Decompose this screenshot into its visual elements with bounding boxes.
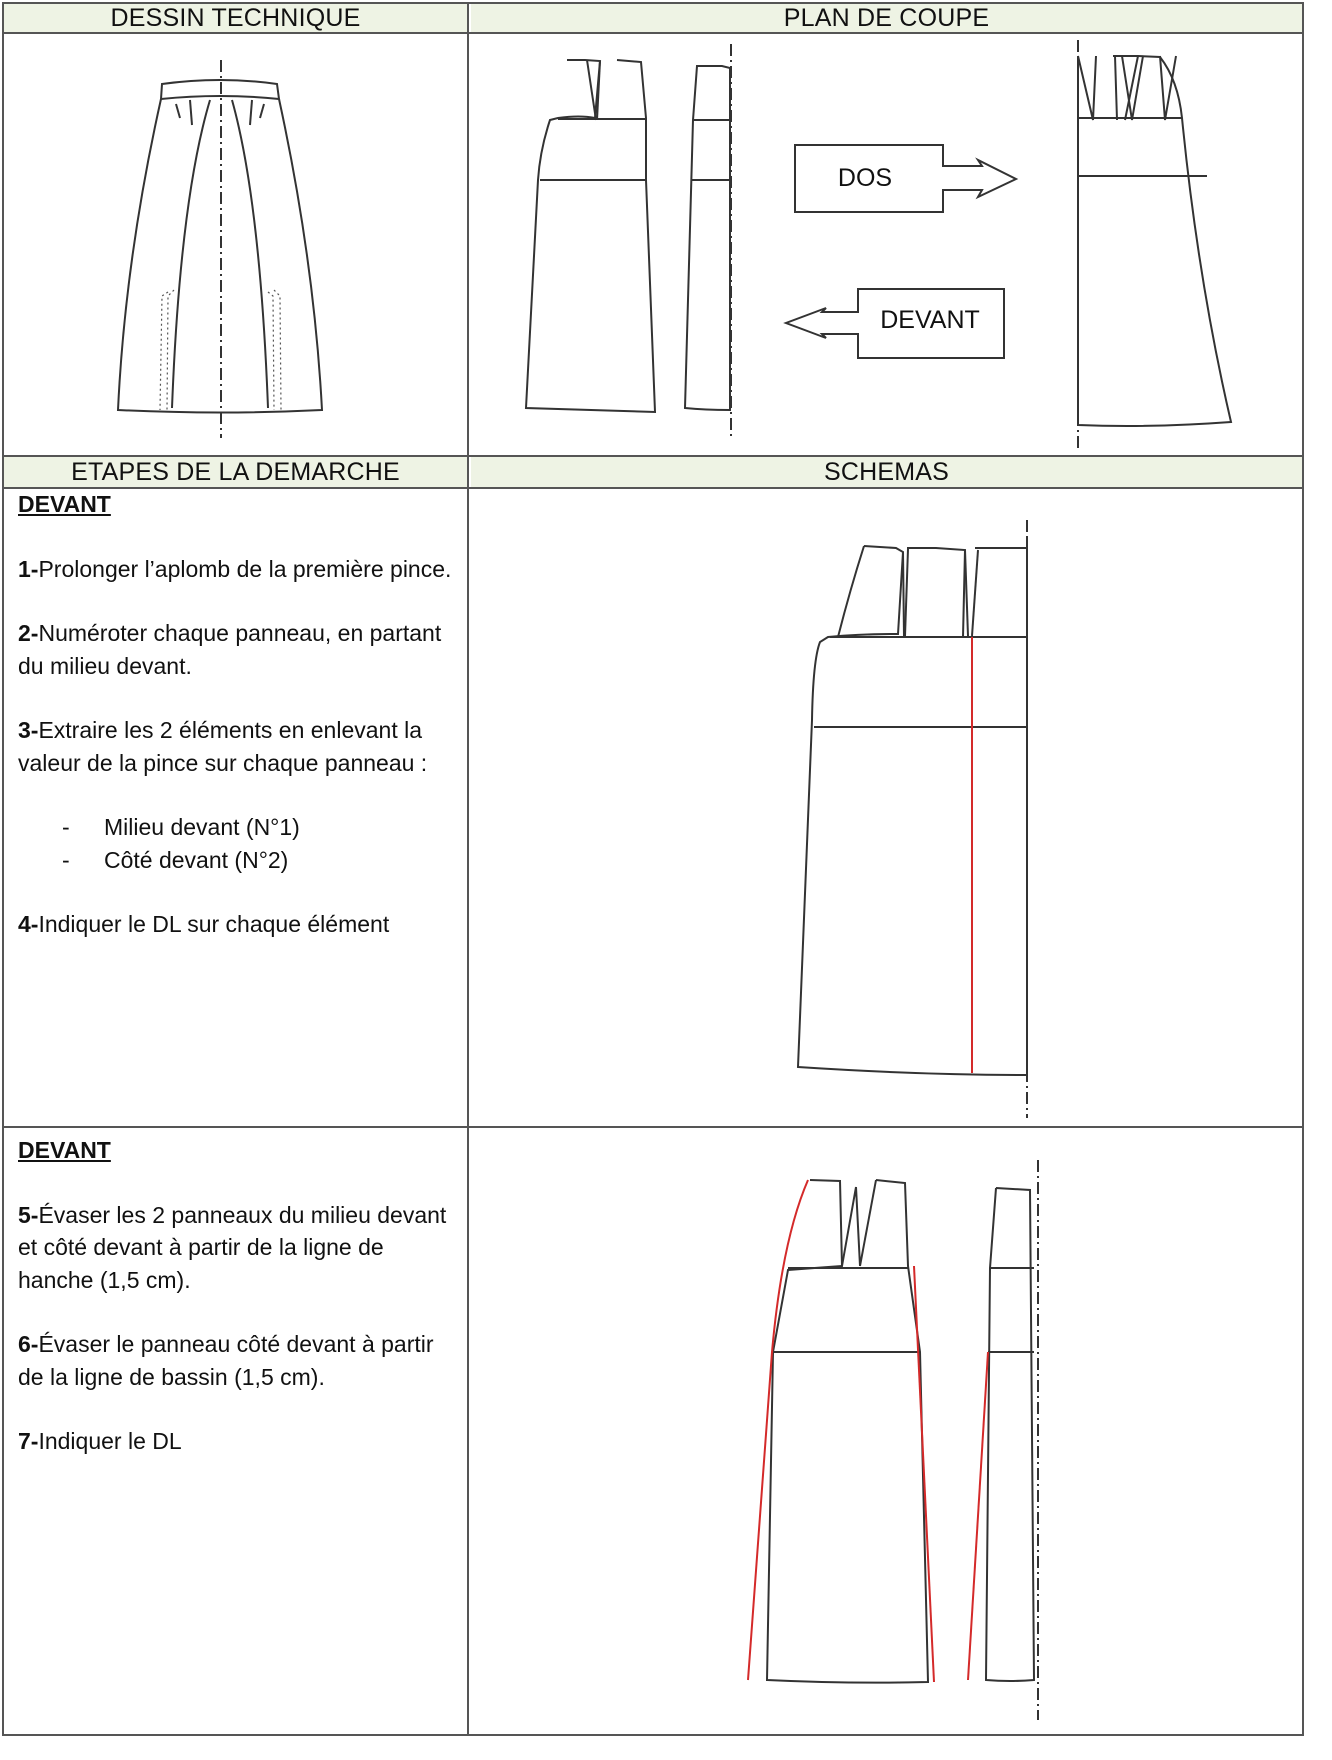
bullet-item: - Milieu devant (N°1)	[18, 811, 458, 844]
step-2: 2-Numéroter chaque panneau, en partant du milieu devant.	[18, 620, 442, 679]
header-etapes: ETAPES DE LA DEMARCHE	[4, 457, 467, 487]
step-5: 5-Évaser les 2 panneaux du milieu devant et côté devant à partir de la ligne de hanche (1,5 cm).	[18, 1201, 447, 1293]
section-title: DEVANT	[18, 491, 111, 517]
step-4: 4-Indiquer le DL sur chaque élément	[18, 911, 390, 937]
header-schemas: SCHEMAS	[471, 457, 1302, 487]
step-3: 3-Extraire les 2 éléments en enlevant la valeur de la pince sur chaque panneau :	[18, 717, 428, 776]
step-7: 7-Indiquer le DL	[18, 1428, 182, 1454]
section-title: DEVANT	[18, 1137, 111, 1163]
step-6: 6-Évaser le panneau côté devant à partir de la ligne de bassin (1,5 cm).	[18, 1331, 434, 1390]
header-plan-de-coupe: PLAN DE COUPE	[471, 4, 1302, 32]
dos-arrow-label: DOS	[837, 163, 893, 192]
header-dessin-technique: DESSIN TECHNIQUE	[4, 4, 467, 32]
step-1: 1-Prolonger l’aplomb de la première pince.	[18, 555, 452, 582]
devant-arrow-label: DEVANT	[880, 305, 980, 334]
bullet-item: - Côté devant (N°2)	[18, 844, 458, 877]
